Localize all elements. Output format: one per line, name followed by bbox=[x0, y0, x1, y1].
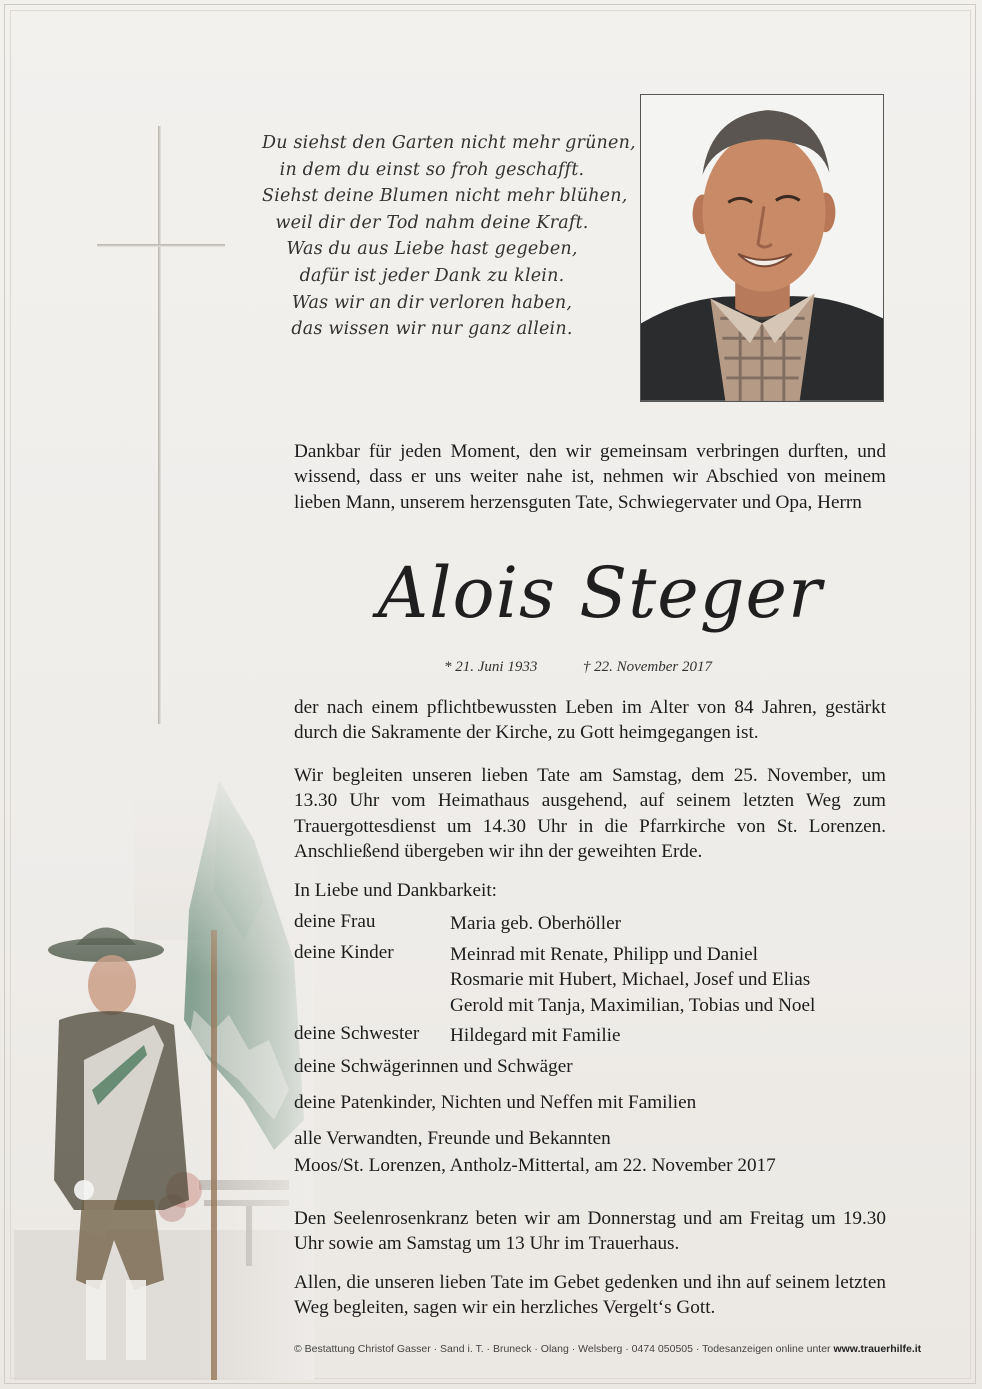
birth-date: * 21. Juni 1933 bbox=[444, 659, 538, 675]
mourner-row bbox=[294, 1023, 894, 1049]
mourner-relation: deine Schwester bbox=[294, 1023, 420, 1045]
portrait-image bbox=[641, 95, 883, 401]
mourner-group: deine Patenkinder, Nichten und Neffen mit Familien bbox=[294, 1091, 697, 1113]
funeral-paragraph: Wir begleiten unseren lieben Tate am Samstag, dem 25. November, um 13.30 Uhr vom Heimathaus ausgehend, auf seinem letzten Weg zum Trauergottesdienst um 14.30 Uhr in die Pfarrkirche von St. Lorenzen. Anschließend übergeben wir ihn der geweihten Erde. bbox=[294, 765, 886, 863]
mourner-name: Maria geb. Oberhöller bbox=[450, 913, 622, 934]
poem-line: Siehst deine Blumen nicht mehr blühen, bbox=[262, 186, 628, 207]
intro-text: Dankbar für jeden Moment, den wir gemeinsam verbringen durften, und wissend, dass er uns weiter nahe ist, nehmen wir Abschied von meinem lieben Mann, unserem herzensguten Tate, Schwiegervater und Opa, Herrn bbox=[294, 441, 886, 513]
intro-paragraph bbox=[294, 439, 886, 515]
mourner-relation: deine Frau bbox=[294, 911, 376, 932]
cross-horizontal-bar bbox=[97, 244, 225, 247]
poem-line: dafür ist jeder Dank zu klein. bbox=[299, 265, 565, 286]
mourner-name: Hildegard mit Familie bbox=[450, 1025, 621, 1047]
mourner-names bbox=[450, 911, 621, 937]
portrait-photo bbox=[640, 94, 884, 402]
poem-line: Was du aus Liebe hast gegeben, bbox=[286, 239, 578, 260]
memorial-poem bbox=[262, 130, 636, 343]
mourner-name: Meinrad mit Renate, Philipp und Daniel bbox=[450, 943, 759, 965]
life-dates bbox=[444, 659, 712, 676]
mourners-list bbox=[294, 879, 894, 1162]
mourner-row bbox=[294, 942, 894, 1019]
place-and-date: Moos/St. Lorenzen, Antholz-Mittertal, am 22. November 2017 bbox=[294, 1155, 776, 1176]
death-date: † 22. November 2017 bbox=[582, 659, 712, 675]
mourner-name: Gerold mit Tanja, Maximilian, Tobias und Noel bbox=[450, 994, 816, 1016]
flag-bearer-photo bbox=[14, 760, 314, 1380]
poem-line: das wissen wir nur ganz allein. bbox=[291, 319, 573, 340]
mourner-relation: deine Kinder bbox=[294, 941, 394, 963]
mourner-group: alle Verwandten, Freunde und Bekannten bbox=[294, 1127, 611, 1149]
poem-line: Du siehst den Garten nicht mehr grünen, bbox=[262, 133, 636, 153]
thanks-paragraph: Allen, die unseren lieben Tate im Gebet gedenken und ihn auf seinem letzten Weg begleiten, sagen wir ein herzliches Vergelt‘s Gott. bbox=[294, 1272, 886, 1319]
life-paragraph: der nach einem pflichtbewussten Leben im Alter von 84 Jahren, gestärkt durch die Sakramente der Kirche, zu Gott heimgegangen ist. bbox=[294, 697, 886, 744]
rosary-paragraph: Den Seelenrosenkranz beten wir am Donnerstag und am Freitag um 19.30 Uhr sowie am Samstag um 13 Uhr im Trauerhaus. bbox=[294, 1208, 886, 1255]
footer-text: © Bestattung Christof Gasser · Sand i. T. · Bruneck · Olang · Welsberg · 0474 050505 · Todesanzeigen online unter bbox=[294, 1343, 831, 1355]
deceased-name: Alois Steger bbox=[377, 552, 823, 634]
mourner-names bbox=[450, 942, 815, 1019]
mourner-group: deine Schwägerinnen und Schwäger bbox=[294, 1055, 573, 1077]
mourner-row bbox=[294, 911, 894, 937]
poem-line: weil dir der Tod nahm deine Kraft. bbox=[275, 212, 589, 233]
poem-line: Was wir an dir verloren haben, bbox=[291, 292, 573, 313]
mourner-name: Rosmarie mit Hubert, Michael, Josef und Elias bbox=[450, 969, 811, 991]
poem-line: in dem du einst so froh geschafft. bbox=[279, 159, 585, 180]
footer-link[interactable]: www.trauerhilfe.it bbox=[833, 1343, 922, 1355]
cross-vertical-bar bbox=[158, 126, 161, 724]
mourner-names bbox=[450, 1023, 621, 1049]
mourners-intro: In Liebe und Dankbarkeit: bbox=[294, 880, 497, 901]
footer bbox=[294, 1343, 954, 1355]
